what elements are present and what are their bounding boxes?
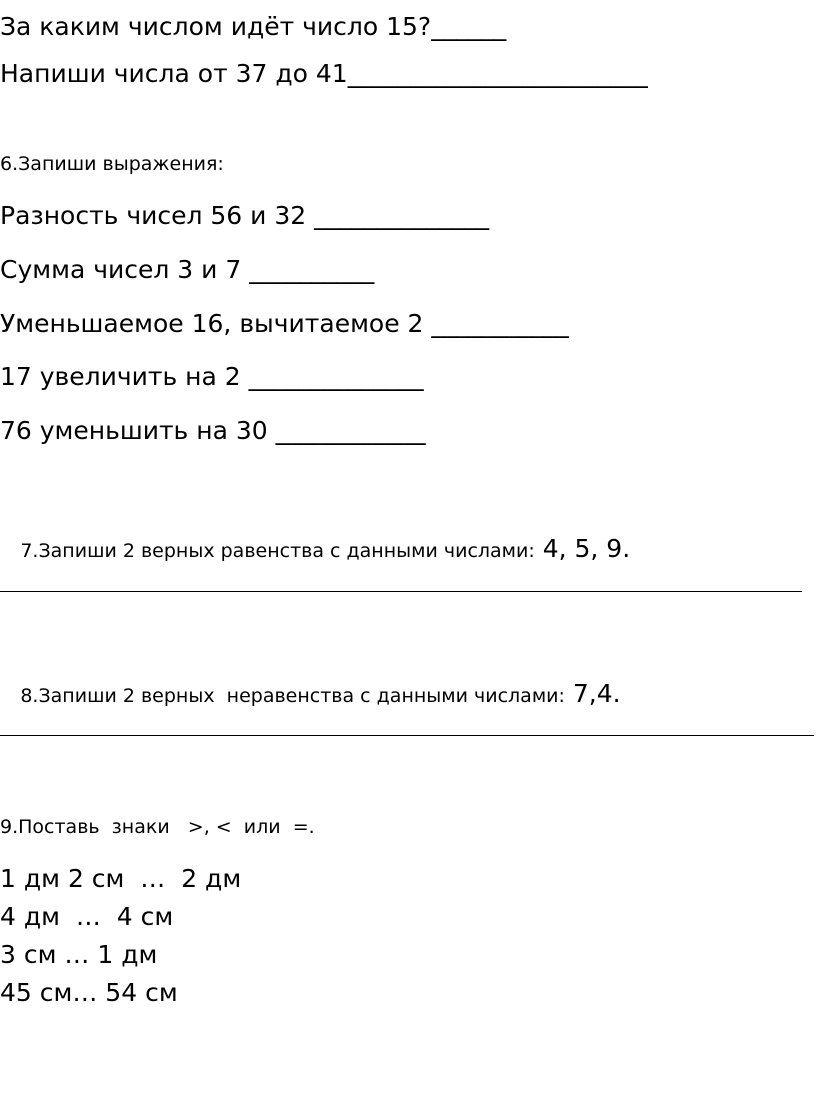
- task-9-item-4: 45 см… 54 см: [0, 978, 178, 1007]
- task-6-item-decrease: 76 уменьшить на 30 ____________: [0, 416, 426, 445]
- task-8-heading: 8.Запиши 2 верных неравенства с данными числами:: [20, 685, 565, 707]
- task-6-heading: 6.Запиши выражения:: [0, 153, 224, 175]
- question-next-number: За каким числом идёт число 15?______: [0, 12, 507, 41]
- task-7-numbers: 4, 5, 9.: [534, 534, 631, 563]
- task-7-line: [0, 520, 630, 577]
- task-8-numbers: 7,4.: [564, 679, 621, 708]
- question-write-numbers: Напиши числа от 37 до 41________________________: [0, 59, 648, 88]
- task-9-item-2: 4 дм … 4 см: [0, 902, 174, 931]
- task-6-item-increase: 17 увеличить на 2 ______________: [0, 362, 424, 391]
- task-8-line: [0, 665, 621, 722]
- task-9-heading: 9.Поставь знаки >, < или =.: [0, 816, 315, 838]
- task-9-item-3: 3 см … 1 дм: [0, 940, 158, 969]
- task-7-heading: 7.Запиши 2 верных равенства с данными числами:: [20, 540, 535, 562]
- task-6-item-minuend: Уменьшаемое 16, вычитаемое 2 ___________: [0, 309, 569, 338]
- task-6-item-difference: Разность чисел 56 и 32 ______________: [0, 201, 490, 230]
- task-6-item-sum: Сумма чисел 3 и 7 __________: [0, 255, 375, 284]
- task-8-answer-line: [0, 735, 814, 736]
- task-7-answer-line: [0, 591, 802, 592]
- task-9-item-1: 1 дм 2 см … 2 дм: [0, 864, 242, 893]
